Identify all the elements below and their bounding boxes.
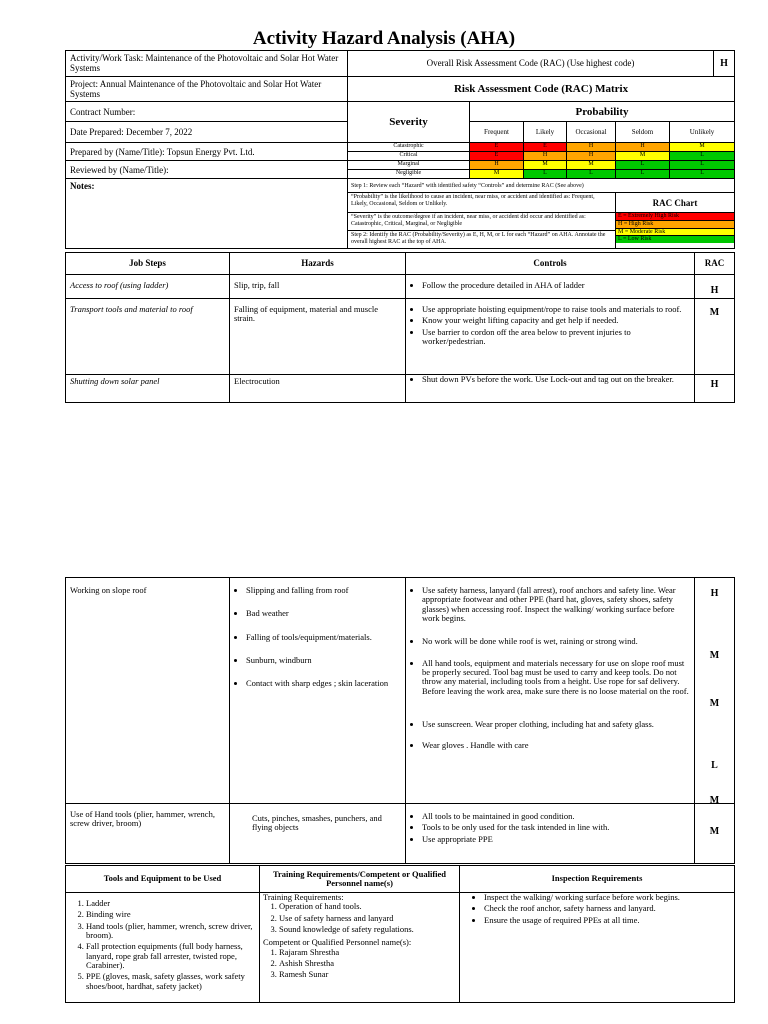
sev-catastrophic: Catastrophic [348, 143, 470, 152]
personnel-item: 1. Rajaram Shrestha [279, 948, 456, 957]
control-item: • Follow the procedure detailed in AHA of ladder [422, 281, 694, 290]
hazard-item: • Contact with sharp edges ; skin laceration [246, 679, 405, 688]
matrix-cell: L [670, 170, 735, 179]
control-item: • Wear gloves . Handle with care [422, 741, 694, 750]
matrix-cell: L [670, 161, 735, 170]
rac-value: M [709, 795, 720, 806]
severity-definition: “Severity” is the outcome/degree if an incident, near miss, or accident did occur and identified as: Catastrophic, Critical, Marginal, or Negligible [348, 213, 616, 231]
matrix-cell: M [670, 143, 735, 152]
control-item: • Shut down PVs before the work. Use Lock-out and tag out on the breaker. [422, 375, 694, 384]
rac-chart-low: L = Low Risk [616, 236, 734, 243]
inspection-list [468, 893, 730, 925]
overall-rac-value: H [714, 51, 735, 77]
rac-value: M [709, 698, 720, 709]
tools-list [70, 899, 257, 991]
job-step: Working on slope roof [66, 578, 230, 804]
rac-chart-extreme: E = Extremely High Risk [616, 213, 734, 221]
matrix-cell: H [524, 152, 567, 161]
prob-occasional: Occasional [567, 122, 616, 143]
step-1: Step 1: Review each “Hazard” with identified safety “Controls” and determine RAC (See above) [348, 179, 735, 193]
matrix-cell: M [567, 161, 616, 170]
hazard-item: • Bad weather [246, 609, 405, 618]
control-item: • All tools to be maintained in good condition. [422, 812, 694, 821]
header-table [65, 50, 735, 249]
tool-item: 2. Binding wire [86, 910, 257, 919]
col-job-steps: Job Steps [66, 253, 230, 275]
sev-critical: Critical [348, 152, 470, 161]
matrix-cell: H [567, 152, 616, 161]
hazard-item: • Sunburn, windburn [246, 656, 405, 665]
matrix-cell: L [670, 152, 735, 161]
control-item: • Use safety harness, lanyard (fall arrest), roof anchors and safety line. Wear appropriate footwear and other PPE (hard hat, gloves, safety shoes, safety glasses) when accessing roof. Inspect the walking/ working surface before work begins. [422, 586, 694, 623]
requirements-table [65, 865, 735, 1003]
control-item: • Know your weight lifting capacity and get help if needed. [422, 316, 694, 325]
matrix-cell: E [524, 143, 567, 152]
notes: Notes: [66, 179, 348, 249]
probability-definition: “Probability” is the likelihood to cause an incident, near miss, or accident and identified as: Frequent, Likely, Occasional, Seldom or Unlikely. [348, 193, 616, 213]
job-step: Shutting down solar panel [66, 375, 230, 403]
controls-list [406, 586, 694, 751]
matrix-cell: H [567, 143, 616, 152]
severity-header: Severity [348, 102, 470, 143]
control-item: • Tools to be only used for the task intended in line with. [422, 823, 694, 832]
col-rac: RAC [695, 253, 735, 275]
training-item: 1. Operation of hand tools. [279, 902, 456, 911]
rac-chart-moderate: M = Moderate Risk [616, 229, 734, 237]
inspection-item: • Inspect the walking/ working surface before work begins. [484, 893, 730, 902]
training-intro: Training Requirements: [263, 892, 344, 902]
controls-list [406, 375, 694, 384]
matrix-cell: E [470, 143, 524, 152]
inspection-header: Inspection Requirements [460, 866, 735, 893]
tool-item: 1. Ladder [86, 899, 257, 908]
hazard-item: • Falling of tools/equipment/materials. [246, 633, 405, 642]
training-header: Training Requirements/Competent or Qualified Personnel name(s) [260, 866, 460, 893]
prob-likely: Likely [524, 122, 567, 143]
prob-frequent: Frequent [470, 122, 524, 143]
sev-negligible: Negligible [348, 170, 470, 179]
job-step: Access to roof (using ladder) [66, 275, 230, 299]
date-prepared: Date Prepared: December 7, 2022 [66, 122, 348, 143]
matrix-cell: L [616, 161, 670, 170]
hazard: Cuts, pinches, smashes, punchers, and flying objects [230, 804, 406, 864]
control-item: • Use barrier to cordon off the area below to prevent injuries to worker/pedestrian. [422, 328, 694, 347]
training-item: 2. Use of safety harness and lanyard [279, 914, 456, 923]
control-item: • Use sunscreen. Wear proper clothing, including hat and safety glass. [422, 720, 694, 729]
controls-list [406, 281, 694, 290]
personnel-item: 3. Ramesh Sunar [279, 970, 456, 979]
tool-item: 4. Fall protection equipments (full body harness, lanyard, rope grab fall arrester, twisted rope, Carabiner). [86, 942, 257, 970]
rac-column [695, 578, 735, 804]
col-controls: Controls [406, 253, 695, 275]
personnel-intro: Competent or Qualified Personnel name(s): [263, 937, 412, 948]
personnel-list [263, 948, 456, 980]
col-hazards: Hazards [230, 253, 406, 275]
rac-value: H [695, 275, 735, 299]
hazard-item: • Slipping and falling from roof [246, 586, 405, 595]
matrix-cell: E [470, 152, 524, 161]
sev-marginal: Marginal [348, 161, 470, 170]
hazards-list [230, 586, 405, 689]
inspection-item: • Check the roof anchor, safety harness and lanyard. [484, 904, 730, 913]
matrix-cell: L [567, 170, 616, 179]
job-step: Use of Hand tools (plier, hammer, wrench, screw driver, broom) [66, 804, 230, 864]
matrix-cell: M [616, 152, 670, 161]
prob-unlikely: Unlikely [670, 122, 735, 143]
rac-value: H [695, 375, 735, 403]
page-title: Activity Hazard Analysis (AHA) [252, 28, 516, 49]
job-step: Transport tools and material to roof [66, 299, 230, 375]
controls-list [406, 305, 694, 346]
tools-header: Tools and Equipment to be Used [66, 866, 260, 893]
hazard: Falling of equipment, material and muscle strain. [230, 299, 406, 375]
personnel-item: 2. Ashish Shrestha [279, 959, 456, 968]
control-item: • Use appropriate hoisting equipment/rope to raise tools and materials to roof. [422, 305, 694, 314]
hazard: Electrocution [230, 375, 406, 403]
rac-value: M [709, 650, 720, 661]
project: Project: Annual Maintenance of the Photovoltaic and Solar Hot Water Systems [66, 76, 348, 102]
prob-seldom: Seldom [616, 122, 670, 143]
hazard: Slip, trip, fall [230, 275, 406, 299]
matrix-cell: M [524, 161, 567, 170]
prepared-by: Prepared by (Name/Title): Topsun Energy Pvt. Ltd. [66, 143, 348, 161]
tool-item: 5. PPE (gloves, mask, safety glasses, work safety shoes/boot, hardhat, safety jacket) [86, 972, 257, 991]
reviewed-by: Reviewed by (Name/Title): [66, 161, 348, 179]
rac-chart-title: RAC Chart [616, 193, 735, 213]
matrix-cell: M [470, 170, 524, 179]
inspection-item: • Ensure the usage of required PPEs at all time. [484, 916, 730, 925]
matrix-cell: L [616, 170, 670, 179]
rac-chart [616, 213, 735, 249]
matrix-cell: L [524, 170, 567, 179]
job-steps-table-continued [65, 577, 735, 864]
step-2: Step 2: Identify the RAC (Probability/Severity) as E, H, M, or L for each “Hazard” on AHA. Annotate the overall highest RAC at the top of AHA. [348, 231, 616, 249]
control-item: • All hand tools, equipment and materials necessary for use on slope roof must be properly secured. Tool bag must be used to carry and keep tools. Do not throw any material, including tools from a height. Use rope for saf delivery. Before leaving the work area, make sure there is no loose material on the roof. [422, 659, 694, 696]
rac-matrix-title: Risk Assessment Code (RAC) Matrix [348, 76, 735, 102]
rac-value: M [695, 804, 735, 864]
control-item: • Use appropriate PPE [422, 835, 694, 844]
rac-value: H [710, 588, 719, 599]
controls-list [406, 812, 694, 844]
rac-chart-high: H = High Risk [616, 221, 734, 229]
job-steps-table [65, 252, 735, 403]
tool-item: 3. Hand tools (plier, hammer, wrench, screw driver, broom). [86, 922, 257, 941]
training-item: 3. Sound knowledge of safety regulations. [279, 925, 456, 934]
rac-value: M [695, 299, 735, 375]
probability-header: Probability [470, 102, 735, 122]
activity-task: Activity/Work Task: Maintenance of the Photovoltaic and Solar Hot Water Systems [66, 51, 348, 77]
overall-rac-label: Overall Risk Assessment Code (RAC) (Use highest code) [348, 51, 714, 77]
contract-number: Contract Number: [66, 102, 348, 122]
matrix-cell: H [616, 143, 670, 152]
training-list [263, 902, 456, 934]
rac-value: L [711, 760, 718, 771]
control-item: • No work will be done while roof is wet, raining or strong wind. [422, 637, 694, 646]
matrix-cell: H [470, 161, 524, 170]
